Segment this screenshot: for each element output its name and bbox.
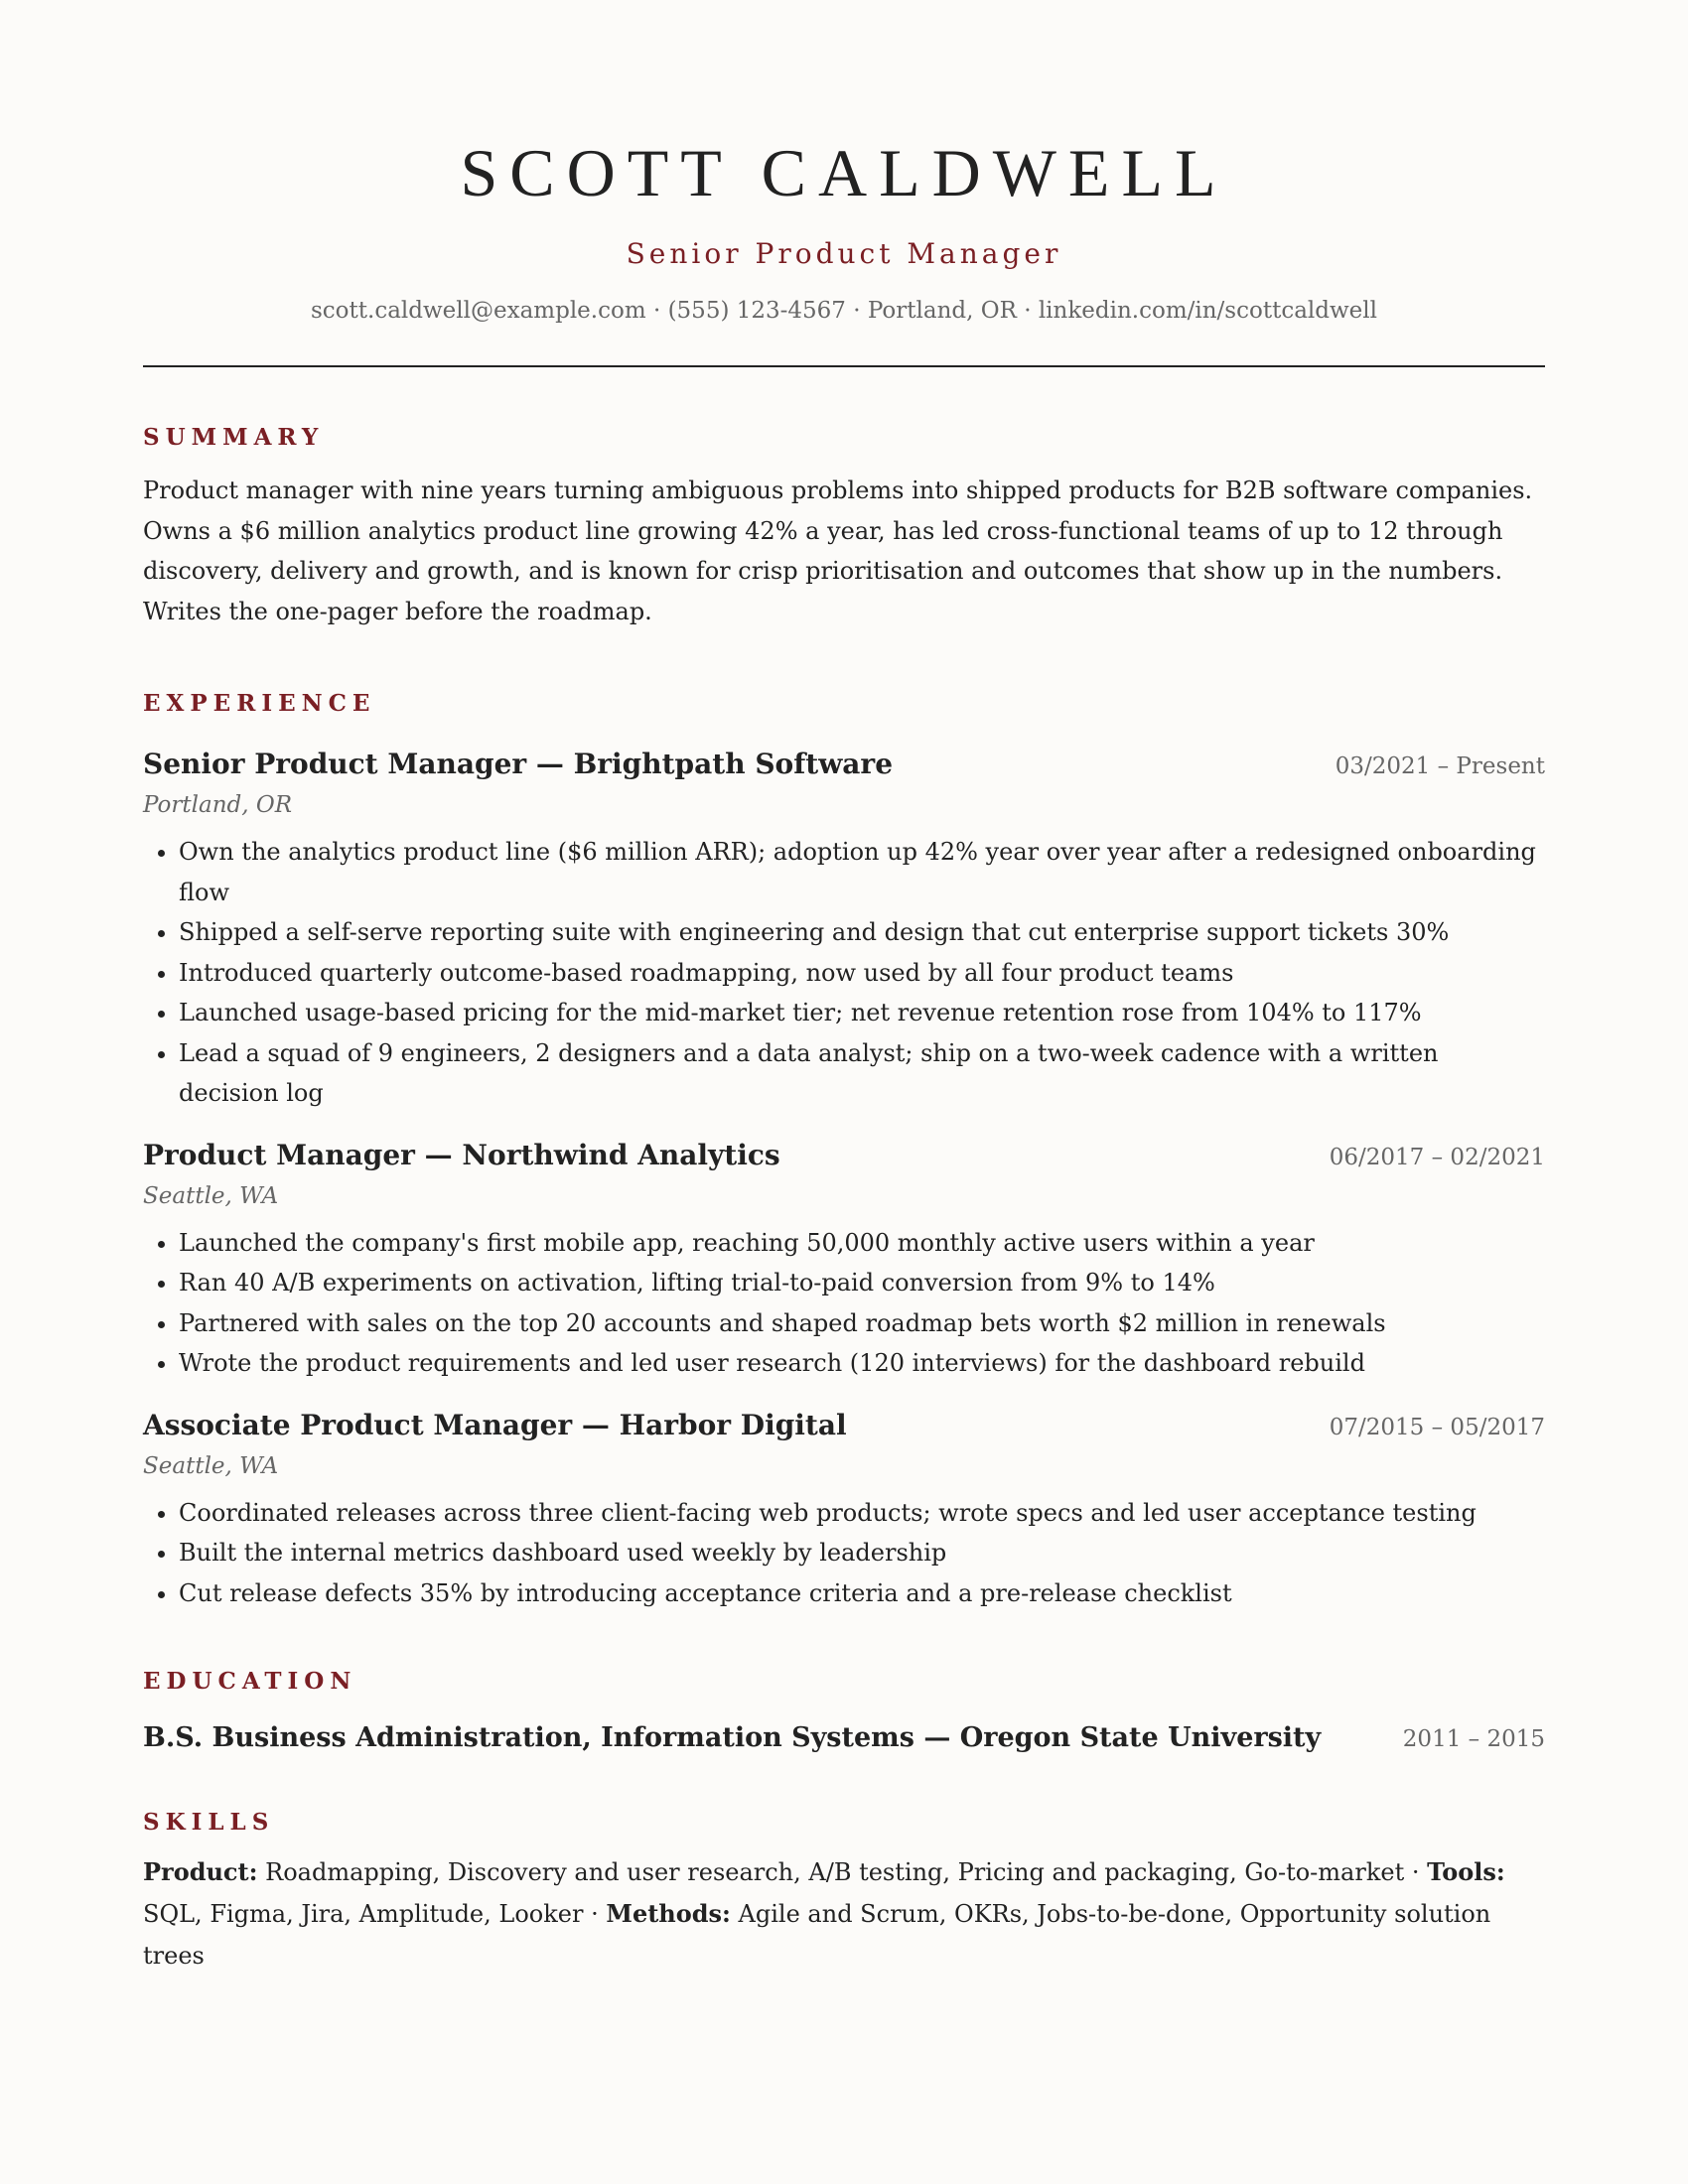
- job-header: [143, 1406, 1545, 1447]
- education-section: [143, 1667, 1545, 1758]
- experience-heading: EXPERIENCE: [143, 690, 376, 717]
- education-entry: [143, 1718, 1545, 1758]
- job-bullet: • Cut release defects 35% by introducing acceptance criteria and a pre-release checklist: [179, 1573, 1545, 1614]
- job-title: Senior Product Manager — Brightpath Software: [143, 748, 894, 780]
- summary-text: Product manager with nine years turning ambiguous problems into shipped products for B2B software companies. Owns a $6 million analytics product line growing 42% a year, has led cross-functional teams of up to 12 through discovery, delivery and growth, and is known for crisp prioritisation and outcomes that show up in the numbers. Writes the one-pager before the roadmap.: [143, 477, 1533, 625]
- job-header: [143, 745, 1545, 786]
- job-bullet: • Partnered with sales on the top 20 accounts and shaped roadmap bets worth $2 million in renewals: [179, 1303, 1545, 1344]
- job-location: Seattle, WA: [143, 1452, 279, 1479]
- job-bullets: [143, 832, 1545, 1114]
- header-divider: [143, 365, 1545, 367]
- summary-section: [143, 423, 1545, 631]
- education-heading: EDUCATION: [143, 1668, 357, 1695]
- job-location: Portland, OR: [143, 792, 293, 818]
- job-bullet: • Introduced quarterly outcome-based roadmapping, now used by all four product teams: [179, 953, 1545, 994]
- skills-tools-items: SQL, Figma, Jira, Amplitude, Looker: [143, 1900, 584, 1928]
- degree-title: B.S. Business Administration, Information Systems — Oregon State University: [143, 1722, 1322, 1753]
- resume-header: [143, 0, 1545, 326]
- skills-text: [143, 1851, 1545, 1977]
- job-bullet: • Launched usage-based pricing for the mid-market tier; net revenue retention rose from 104% to 117%: [179, 993, 1545, 1033]
- job-title: Product Manager — Northwind Analytics: [143, 1138, 780, 1171]
- job-bullet: • Wrote the product requirements and led user research (120 interviews) for the dashboard rebuild: [179, 1343, 1545, 1384]
- job-bullet: • Built the internal metrics dashboard used weekly by leadership: [179, 1533, 1545, 1573]
- job-dates: 07/2015 – 05/2017: [1329, 1414, 1545, 1440]
- job-bullets: [143, 1223, 1545, 1384]
- job-bullet: • Own the analytics product line ($6 million ARR); adoption up 42% year over year after a redesigned onboarding flow: [179, 832, 1545, 912]
- skills-product-items: Roadmapping, Discovery and user research, A/B testing, Pricing and packaging, Go-to-market: [265, 1858, 1405, 1886]
- job-entry: [143, 745, 1545, 1114]
- job-bullets: [143, 1493, 1545, 1614]
- job-location: Seattle, WA: [143, 1182, 279, 1209]
- job-entry: [143, 1406, 1545, 1614]
- job-dates: 06/2017 – 02/2021: [1329, 1144, 1545, 1170]
- skills-tools-label: Tools:: [1427, 1857, 1505, 1886]
- job-dates: 03/2021 – Present: [1335, 753, 1545, 779]
- candidate-role: Senior Product Manager: [626, 237, 1062, 270]
- experience-section: [143, 689, 1545, 1613]
- skills-separator: ·: [1411, 1858, 1420, 1886]
- job-header: [143, 1136, 1545, 1177]
- skills-methods-label: Methods:: [606, 1899, 731, 1928]
- skills-product-label: Product:: [143, 1857, 258, 1886]
- skills-heading: SKILLS: [143, 1809, 275, 1836]
- job-bullet: • Coordinated releases across three client-facing web products; wrote specs and led user acceptance testing: [179, 1493, 1545, 1534]
- job-bullet: • Shipped a self-serve reporting suite with engineering and design that cut enterprise support tickets 30%: [179, 912, 1545, 953]
- education-dates: 2011 – 2015: [1402, 1726, 1545, 1752]
- skills-section: [143, 1808, 1545, 1977]
- job-bullet: • Lead a squad of 9 engineers, 2 designers and a data analyst; ship on a two-week cadence with a written decision log: [179, 1033, 1545, 1114]
- candidate-name: SCOTT CALDWELL: [460, 135, 1228, 210]
- skills-separator: ·: [591, 1900, 599, 1928]
- contact-line: scott.caldwell@example.com · (555) 123-4567 · Portland, OR · linkedin.com/in/scottcaldwell: [310, 298, 1378, 324]
- skills-methods-items: Agile and Scrum, OKRs, Jobs-to-be-done, Opportunity solution trees: [143, 1900, 1491, 1970]
- summary-heading: SUMMARY: [143, 424, 325, 451]
- job-title: Associate Product Manager — Harbor Digital: [143, 1408, 847, 1441]
- job-bullet: • Launched the company's first mobile app, reaching 50,000 monthly active users within a year: [179, 1223, 1545, 1264]
- job-entry: [143, 1136, 1545, 1384]
- job-bullet: • Ran 40 A/B experiments on activation, lifting trial-to-paid conversion from 9% to 14%: [179, 1263, 1545, 1303]
